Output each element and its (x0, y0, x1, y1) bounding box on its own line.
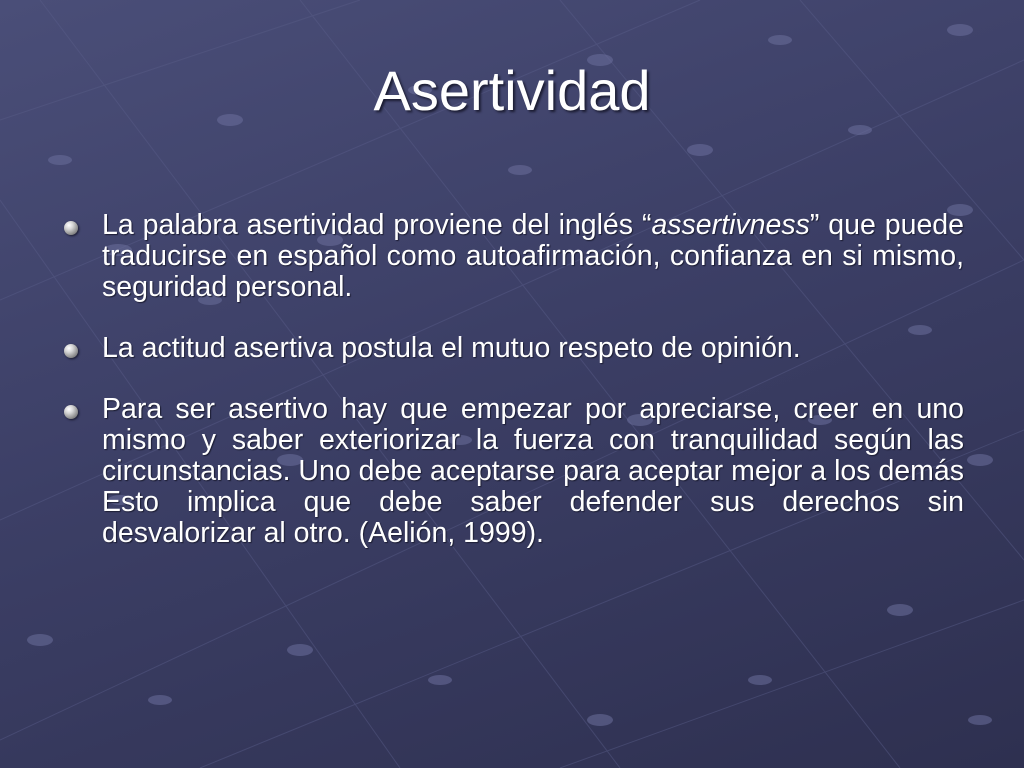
bullet-list (62, 210, 964, 579)
bullet-text-after: ” que puede traducirse en español como autoafirmación, confianza en si mismo, seguridad personal. (102, 209, 964, 303)
sphere-bullet-icon (64, 221, 78, 235)
bullet-item (62, 210, 964, 303)
sphere-bullet-icon (64, 344, 78, 358)
bullet-text: La actitud asertiva postula el mutuo respeto de opinión. (102, 332, 801, 364)
slide-title: Asertividad (373, 59, 651, 122)
bullet-text: Para ser asertivo hay que empezar por apreciarse, creer en uno mismo y saber exteriorizar la fuerza con tranquilidad según las circunstancias. Uno debe aceptarse para aceptar mejor a los demás Esto implica que debe saber defender sus derechos sin desvalorizar al otro. (Aelión, 1999). (102, 393, 964, 549)
bullet-item (62, 333, 964, 364)
bullet-text-before: La palabra asertividad proviene del inglés “ (102, 209, 652, 241)
sphere-bullet-icon (64, 405, 78, 419)
bullet-text-italic: assertivness (651, 209, 810, 241)
bullet-item (62, 394, 964, 549)
